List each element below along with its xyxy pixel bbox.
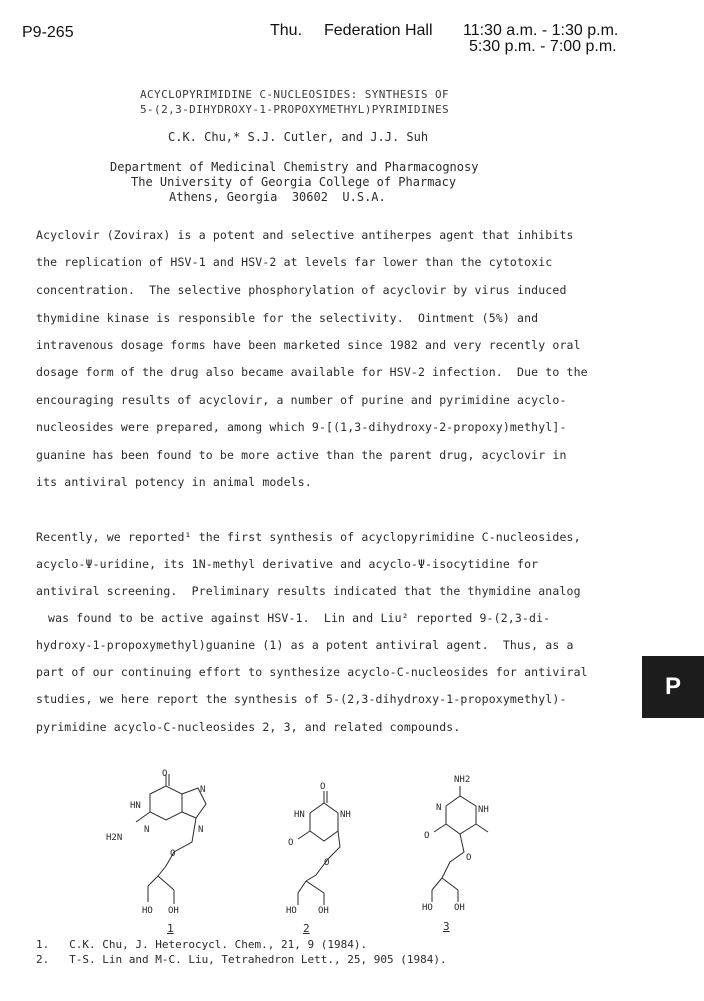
atom-label: NH [340,810,351,820]
body-line: Acyclovir (Zovirax) is a potent and selective antiherpes agent that inhibits [36,228,574,242]
body-line: the replication of HSV-1 and HSV-2 at levels far lower than the cytotoxic [36,255,553,269]
compound-number: 3 [443,920,450,933]
compound-number: 1 [167,922,174,935]
atom-label: NH [478,805,489,815]
body-line: its antiviral potency in animal models. [36,475,312,489]
atom-label: N [200,785,206,795]
structure-2 [280,775,390,920]
body-line: studies, we here report the synthesis of 5-(2,3-dihydroxy-1-propoxymethyl)- [36,692,567,706]
body-line: acyclo-Ψ-uridine, its 1N-methyl derivative and acyclo-Ψ-isocytidine for [36,557,539,571]
atom-label: HO [142,906,153,916]
atom-label: O [466,853,472,863]
affiliation-line: The University of Georgia College of Pharmacy [131,175,457,189]
atom-label: OH [454,903,465,913]
atom-label: N [198,825,204,835]
body-line: thymidine kinase is responsible for the selectivity. Ointment (5%) and [36,311,539,325]
atom-label: HO [422,903,433,913]
body-line: Recently, we reported¹ the first synthesis of acyclopyrimidine C-nucleosides, [36,530,581,544]
body-line: hydroxy-1-propoxymethyl)guanine (1) as a potent antiviral agent. Thus, as a [36,638,574,652]
session-code: P9-265 [22,24,74,41]
affiliation-line: Athens, Georgia 30602 U.S.A. [169,190,386,204]
atom-label: O [324,858,330,868]
reference-1: 1. C.K. Chu, J. Heterocycl. Chem., 21, 9 (1984). [36,938,368,951]
atom-label: O [170,849,176,859]
body-line: dosage form of the drug also became available for HSV-2 infection. Due to the [36,365,588,379]
atom-label: HN [294,810,305,820]
atom-label: O [288,838,294,848]
atom-label: OH [318,906,329,916]
session-day: Thu. [270,22,303,39]
body-line: guanine has been found to be more active than the parent drug, acyclovir in [36,448,567,462]
compound-number: 2 [303,922,310,935]
session-time-2: 5:30 p.m. - 7:00 p.m. [469,38,617,55]
body-line: nucleosides were prepared, among which 9-[(1,3-dihydroxy-2-propoxy)methyl]- [36,420,567,434]
atom-label: OH [168,906,179,916]
title-line-2: 5-(2,3-DIHYDROXY-1-PROPOXYMETHYL)PYRIMIDINES [140,103,449,116]
body-line: pyrimidine acyclo-C-nucleosides 2, 3, and related compounds. [36,720,461,734]
atom-label: N [144,825,150,835]
session-time-1: 11:30 a.m. - 1:30 p.m. [463,22,619,39]
atom-label: HN [130,801,141,811]
atom-label: HO [286,906,297,916]
atom-label: O [162,769,168,779]
body-line: concentration. The selective phosphorylation of acyclovir by virus induced [36,283,567,297]
session-venue: Federation Hall [324,22,433,39]
authors: C.K. Chu,* S.J. Cutler, and J.J. Suh [168,130,429,144]
affiliation-line: Department of Medicinal Chemistry and Pharmacognosy [110,160,479,174]
atom-label: O [320,782,326,792]
atom-label: O [424,831,430,841]
section-tab: P [642,656,704,718]
body-line: intravenous dosage forms have been marketed since 1982 and very recently oral [36,338,581,352]
body-line: antiviral screening. Preliminary results indicated that the thymidine analog [36,584,581,598]
reference-2: 2. T-S. Lin and M-C. Liu, Tetrahedron Lett., 25, 905 (1984). [36,953,447,966]
title-line-1: ACYCLOPYRIMIDINE C-NUCLEOSIDES: SYNTHESIS OF [140,88,449,101]
body-line: was found to be active against HSV-1. Lin and Liu² reported 9-(2,3-di- [48,611,551,625]
atom-label: H2N [106,833,123,843]
body-line: part of our continuing effort to synthesize acyclo-C-nucleosides for antiviral [36,665,588,679]
atom-label: NH2 [454,775,471,785]
structure-1 [100,770,230,920]
atom-label: N [436,803,442,813]
body-line: encouraging results of acyclovir, a number of purine and pyrimidine acyclo- [36,393,567,407]
structure-3 [418,770,528,915]
